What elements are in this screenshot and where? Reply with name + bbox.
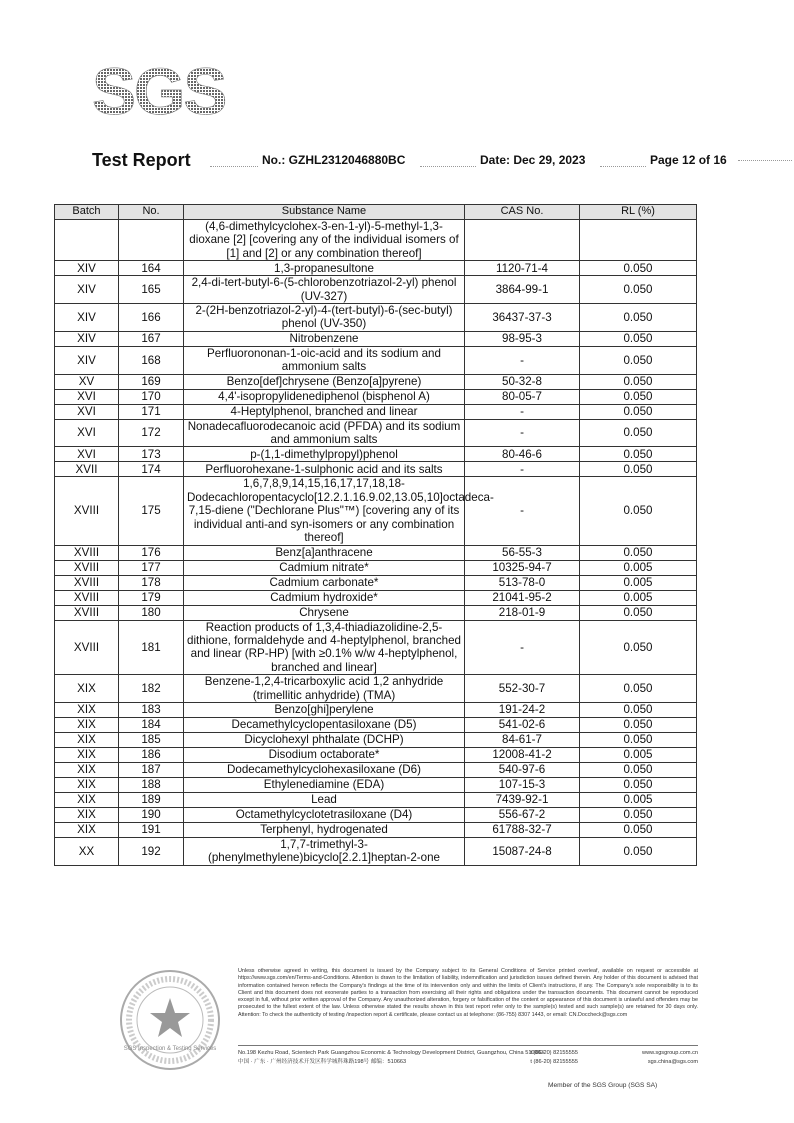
cell-rl: 0.050 — [580, 545, 697, 560]
company-address — [238, 1049, 698, 1067]
cell-rl: 0.050 — [580, 462, 697, 477]
cell-batch: XIV — [55, 346, 119, 374]
cell-batch: XVIII — [55, 477, 119, 545]
cell-substance-name: Benzo[ghi]perylene — [184, 702, 465, 717]
cell-substance-name: p-(1,1-dimethylpropyl)phenol — [184, 447, 465, 462]
cell-batch: XIX — [55, 732, 119, 747]
cell-cas-no: 80-05-7 — [465, 389, 580, 404]
table-row — [55, 545, 697, 560]
table-row — [55, 276, 697, 304]
cell-batch: XV — [55, 374, 119, 389]
cell-no: 182 — [119, 675, 184, 703]
cell-batch: XIX — [55, 762, 119, 777]
table-row — [55, 605, 697, 620]
cell-substance-name: Cadmium carbonate* — [184, 575, 465, 590]
cell-batch: XIX — [55, 702, 119, 717]
cell-no: 186 — [119, 747, 184, 762]
table-row — [55, 374, 697, 389]
cell-no: 179 — [119, 590, 184, 605]
cell-substance-name: Nonadecafluorodecanoic acid (PFDA) and its sodium and ammonium salts — [184, 419, 465, 447]
cell-batch — [55, 220, 119, 261]
cell-rl: 0.005 — [580, 747, 697, 762]
cell-batch: XIV — [55, 304, 119, 332]
table-row — [55, 807, 697, 822]
table-row — [55, 304, 697, 332]
cell-rl: 0.050 — [580, 762, 697, 777]
cell-substance-name: 1,7,7-trimethyl-3-(phenylmethylene)bicyclo[2.2.1]heptan-2-one — [184, 837, 465, 865]
cell-rl — [580, 220, 697, 261]
cell-cas-no — [465, 220, 580, 261]
cell-rl: 0.050 — [580, 419, 697, 447]
cell-substance-name: 1,3-propanesultone — [184, 261, 465, 276]
cell-rl: 0.050 — [580, 374, 697, 389]
col-header-batch: Batch — [55, 205, 119, 220]
cell-batch: XIX — [55, 675, 119, 703]
cell-cas-no: 84-61-7 — [465, 732, 580, 747]
table-row — [55, 792, 697, 807]
cell-rl: 0.050 — [580, 389, 697, 404]
table-row — [55, 762, 697, 777]
table-row — [55, 575, 697, 590]
cell-cas-no: - — [465, 346, 580, 374]
cell-no: 164 — [119, 261, 184, 276]
cell-substance-name: 2-(2H-benzotriazol-2-yl)-4-(tert-butyl)-6-(sec-butyl) phenol (UV-350) — [184, 304, 465, 332]
cell-no: 189 — [119, 792, 184, 807]
cell-cas-no: 218-01-9 — [465, 605, 580, 620]
cell-batch: XIX — [55, 747, 119, 762]
cell-cas-no: 12008-41-2 — [465, 747, 580, 762]
cell-substance-name: 2,4-di-tert-butyl-6-(5-chlorobenzotriazol-2-yl) phenol (UV-327) — [184, 276, 465, 304]
cell-no: 171 — [119, 404, 184, 419]
cell-batch: XVI — [55, 447, 119, 462]
footer-divider — [238, 1045, 698, 1046]
page-indicator: Page 12 of 16 — [650, 153, 727, 167]
terms-and-conditions — [238, 968, 698, 1019]
table-row — [55, 717, 697, 732]
table-row — [55, 331, 697, 346]
report-title: Test Report — [92, 150, 191, 170]
cell-cas-no: 36437-37-3 — [465, 304, 580, 332]
cell-rl: 0.005 — [580, 590, 697, 605]
cell-substance-name: Dodecamethylcyclohexasiloxane (D6) — [184, 762, 465, 777]
cell-substance-name: Octamethylcyclotetrasiloxane (D4) — [184, 807, 465, 822]
cell-no — [119, 220, 184, 261]
cell-cas-no: 540-97-6 — [465, 762, 580, 777]
cell-rl: 0.050 — [580, 675, 697, 703]
cell-rl: 0.050 — [580, 331, 697, 346]
cell-substance-name: 4-Heptylphenol, branched and linear — [184, 404, 465, 419]
col-header-no: No. — [119, 205, 184, 220]
cell-cas-no: 98-95-3 — [465, 331, 580, 346]
cell-batch: XVIII — [55, 620, 119, 675]
table-row — [55, 702, 697, 717]
cell-rl: 0.050 — [580, 717, 697, 732]
cell-rl: 0.050 — [580, 447, 697, 462]
cell-cas-no: 56-55-3 — [465, 545, 580, 560]
cell-cas-no: 61788-32-7 — [465, 822, 580, 837]
cell-batch: XVII — [55, 462, 119, 477]
table-row — [55, 777, 697, 792]
cell-substance-name: Benz[a]anthracene — [184, 545, 465, 560]
col-header-rl: RL (%) — [580, 205, 697, 220]
cell-rl: 0.050 — [580, 807, 697, 822]
cell-no: 167 — [119, 331, 184, 346]
address-cn: 中国 · 广东 · 广州经济技术开发区科学城科珠路198号 邮编：510663 — [238, 1059, 407, 1065]
seal-text: SGS Inspection & Testing Services — [123, 1046, 217, 1052]
cell-batch: XIX — [55, 717, 119, 732]
terms-text: Unless otherwise agreed in writing, this document is issued by the Company subject to its General Conditions of Service printed overleaf, available on request or accessible at https://www.sgs.com/en/Terms-and-Conditions. Attention is drawn to the limitation of liability, indemnification and jurisdiction issues defined therein. Any holder of this document is advised that information contained hereon reflects the Company's findings at the time of its intervention only and within the limits of Client's instructions, if any. The Company's sole responsibility is to its Client and this document does not exonerate parties to a transaction from exercising all their rights and obligations under the transaction documents. This document cannot be reproduced except in full, without prior written approval of the Company. Any unauthorized alteration, forgery or falsification of the content or appearance of this document is unlawful and offenders may be prosecuted to the fullest extent of the law. Unless otherwise stated the results shown in this test report refer only to the sample(s) tested and such sample(s) are retained for 30 days only. — [238, 968, 698, 1011]
cell-rl: 0.005 — [580, 575, 697, 590]
cell-rl: 0.005 — [580, 792, 697, 807]
cell-batch: XIX — [55, 777, 119, 792]
cell-substance-name: Decamethylcyclopentasiloxane (D5) — [184, 717, 465, 732]
cell-cas-no: 513-78-0 — [465, 575, 580, 590]
cell-substance-name: Reaction products of 1,3,4-thiadiazolidine-2,5-dithione, formaldehyde and 4-heptylphenol, branched and linear (RP-HP) [with ≥0.1% w/w 4-heptylphenol, branched and linear] — [184, 620, 465, 675]
table-row — [55, 675, 697, 703]
cell-rl: 0.050 — [580, 477, 697, 545]
cell-substance-name: Ethylenediamine (EDA) — [184, 777, 465, 792]
table-row — [55, 477, 697, 545]
cell-substance-name: Benzene-1,2,4-tricarboxylic acid 1,2 anhydride (trimellitic anhydride) (TMA) — [184, 675, 465, 703]
cell-substance-name: Perfluorononan-1-oic-acid and its sodium and ammonium salts — [184, 346, 465, 374]
cell-substance-name: Cadmium nitrate* — [184, 560, 465, 575]
cell-no: 184 — [119, 717, 184, 732]
cell-cas-no: 21041-95-2 — [465, 590, 580, 605]
cell-cas-no: 50-32-8 — [465, 374, 580, 389]
cell-cas-no: 80-46-6 — [465, 447, 580, 462]
cell-cas-no: - — [465, 404, 580, 419]
cell-batch: XVI — [55, 419, 119, 447]
cell-cas-no: - — [465, 462, 580, 477]
website-link[interactable]: www.sgsgroup.com.cn — [642, 1050, 698, 1056]
telephone-en: t (86-20) 82155555 — [530, 1050, 578, 1056]
cell-substance-name: Chrysene — [184, 605, 465, 620]
cell-rl: 0.050 — [580, 702, 697, 717]
cell-cas-no: 541-02-6 — [465, 717, 580, 732]
cell-rl: 0.050 — [580, 346, 697, 374]
table-row — [55, 822, 697, 837]
cell-no: 191 — [119, 822, 184, 837]
table-body — [55, 220, 697, 866]
attention-text: Attention: To check the authenticity of testing /inspection report & certificate, please contact us at telephone: (86-755) 8307 1443, or email: CN.Doccheck@sgs.com — [238, 1011, 628, 1018]
cell-substance-name: Benzo[def]chrysene (Benzo[a]pyrene) — [184, 374, 465, 389]
cell-substance-name: Perfluorohexane-1-sulphonic acid and its salts — [184, 462, 465, 477]
divider — [738, 160, 792, 161]
cell-batch: XVIII — [55, 590, 119, 605]
cell-substance-name: Nitrobenzene — [184, 331, 465, 346]
cell-no: 187 — [119, 762, 184, 777]
cell-batch: XIV — [55, 261, 119, 276]
report-header — [0, 150, 794, 174]
cell-no: 183 — [119, 702, 184, 717]
cell-no: 165 — [119, 276, 184, 304]
cell-no: 192 — [119, 837, 184, 865]
table-row — [55, 462, 697, 477]
table-row — [55, 261, 697, 276]
cell-no: 181 — [119, 620, 184, 675]
table-row — [55, 389, 697, 404]
report-number: No.: GZHL2312046880BC — [262, 153, 406, 167]
table-row — [55, 620, 697, 675]
cell-no: 169 — [119, 374, 184, 389]
cell-no: 170 — [119, 389, 184, 404]
table-row — [55, 404, 697, 419]
cell-rl: 0.050 — [580, 837, 697, 865]
cell-no: 173 — [119, 447, 184, 462]
table-header-row — [55, 205, 697, 220]
cell-no: 166 — [119, 304, 184, 332]
cell-cas-no: 15087-24-8 — [465, 837, 580, 865]
divider — [420, 166, 476, 167]
cell-no: 168 — [119, 346, 184, 374]
table-row — [55, 419, 697, 447]
cell-batch: XVI — [55, 389, 119, 404]
substance-table — [54, 204, 697, 866]
cell-cas-no: 107-15-3 — [465, 777, 580, 792]
cell-cas-no: - — [465, 620, 580, 675]
address-en: No.198 Kezhu Road, Scientech Park Guangzhou Economic & Technology Development District, Guangzhou, China 510663 — [238, 1050, 544, 1056]
cell-no: 188 — [119, 777, 184, 792]
cell-cas-no: 556-67-2 — [465, 807, 580, 822]
logo-text: SGS — [92, 54, 226, 128]
cell-rl: 0.005 — [580, 560, 697, 575]
cell-rl: 0.050 — [580, 605, 697, 620]
cell-rl: 0.050 — [580, 777, 697, 792]
table-row — [55, 560, 697, 575]
cell-cas-no: 3864-99-1 — [465, 276, 580, 304]
cell-batch: XVIII — [55, 605, 119, 620]
company-seal — [118, 968, 222, 1072]
cell-substance-name: 1,6,7,8,9,14,15,16,17,17,18,18-Dodecachloropentacyclo[12.2.1.16.9.02,13.05,10]octadeca-7,15-diene ("Dechlorane Plus"™) [covering any of its individual anti-and syn-isomers or any combination thereof] — [184, 477, 465, 545]
cell-substance-name: Terphenyl, hydrogenated — [184, 822, 465, 837]
table-row — [55, 447, 697, 462]
cell-cas-no: 191-24-2 — [465, 702, 580, 717]
cell-batch: XIX — [55, 822, 119, 837]
cell-batch: XIX — [55, 792, 119, 807]
cell-substance-name: Cadmium hydroxide* — [184, 590, 465, 605]
cell-batch: XVIII — [55, 560, 119, 575]
cell-no: 190 — [119, 807, 184, 822]
email-link[interactable]: sgs.china@sgs.com — [647, 1059, 698, 1065]
table-row — [55, 346, 697, 374]
cell-substance-name: Dicyclohexyl phthalate (DCHP) — [184, 732, 465, 747]
cell-cas-no: 1120-71-4 — [465, 261, 580, 276]
member-of-sgs: Member of the SGS Group (SGS SA) — [548, 1082, 658, 1089]
cell-rl: 0.050 — [580, 732, 697, 747]
cell-batch: XIV — [55, 276, 119, 304]
cell-batch: XIV — [55, 331, 119, 346]
cell-no: 180 — [119, 605, 184, 620]
table-row — [55, 220, 697, 261]
col-header-substance: Substance Name — [184, 205, 465, 220]
report-date: Date: Dec 29, 2023 — [480, 153, 586, 167]
sgs-logo — [92, 54, 226, 128]
cell-no: 185 — [119, 732, 184, 747]
cell-substance-name: (4,6-dimethylcyclohex-3-en-1-yl)-5-methyl-1,3-dioxane [2] [covering any of the individual isomers of [1] and [2] or any combination thereof] — [184, 220, 465, 261]
table-row — [55, 837, 697, 865]
cell-cas-no: 7439-92-1 — [465, 792, 580, 807]
cell-batch: XVIII — [55, 575, 119, 590]
cell-no: 175 — [119, 477, 184, 545]
cell-batch: XVIII — [55, 545, 119, 560]
cell-cas-no: - — [465, 477, 580, 545]
divider — [600, 166, 646, 167]
cell-no: 172 — [119, 419, 184, 447]
cell-rl: 0.050 — [580, 620, 697, 675]
cell-cas-no: - — [465, 419, 580, 447]
cell-rl: 0.050 — [580, 276, 697, 304]
cell-no: 176 — [119, 545, 184, 560]
cell-substance-name: 4,4'-isopropylidenediphenol (bisphenol A) — [184, 389, 465, 404]
table-row — [55, 747, 697, 762]
cell-no: 177 — [119, 560, 184, 575]
cell-batch: XX — [55, 837, 119, 865]
cell-rl: 0.050 — [580, 404, 697, 419]
cell-batch: XVI — [55, 404, 119, 419]
divider — [210, 166, 258, 167]
table-row — [55, 732, 697, 747]
table-row — [55, 590, 697, 605]
cell-no: 174 — [119, 462, 184, 477]
cell-substance-name: Lead — [184, 792, 465, 807]
cell-rl: 0.050 — [580, 822, 697, 837]
cell-cas-no: 10325-94-7 — [465, 560, 580, 575]
cell-rl: 0.050 — [580, 304, 697, 332]
col-header-cas: CAS No. — [465, 205, 580, 220]
cell-rl: 0.050 — [580, 261, 697, 276]
cell-batch: XIX — [55, 807, 119, 822]
cell-cas-no: 552-30-7 — [465, 675, 580, 703]
cell-no: 178 — [119, 575, 184, 590]
telephone-cn: t (86-20) 82155555 — [530, 1059, 578, 1065]
cell-substance-name: Disodium octaborate* — [184, 747, 465, 762]
